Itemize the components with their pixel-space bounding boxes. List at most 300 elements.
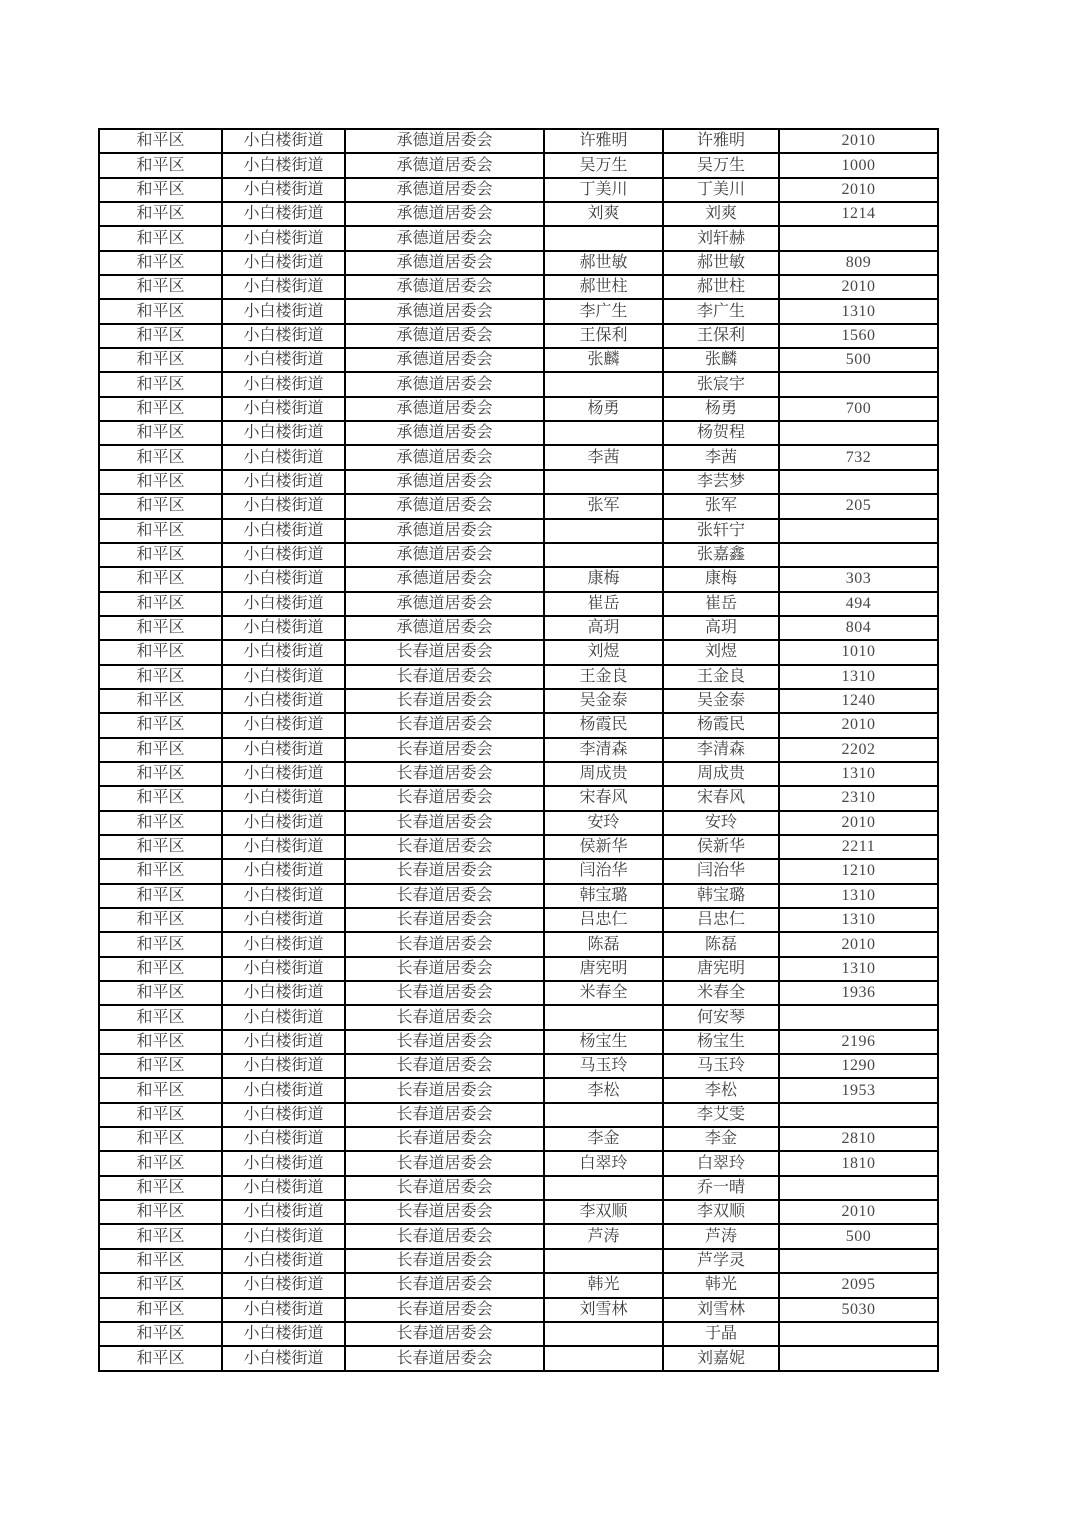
cell-district: 和平区 <box>99 494 222 518</box>
cell-district: 和平区 <box>99 1249 222 1273</box>
cell-street: 小白楼街道 <box>222 1078 345 1102</box>
cell-street: 小白楼街道 <box>222 1249 345 1273</box>
table-row <box>99 129 938 153</box>
cell-committee: 长春道居委会 <box>345 1322 544 1346</box>
cell-name-primary <box>544 543 663 567</box>
table-row <box>99 713 938 737</box>
table-row <box>99 324 938 348</box>
cell-amount: 2010 <box>779 178 938 202</box>
table-row <box>99 957 938 981</box>
cell-district: 和平区 <box>99 519 222 543</box>
table-row <box>99 640 938 664</box>
cell-committee: 长春道居委会 <box>345 738 544 762</box>
cell-street: 小白楼街道 <box>222 519 345 543</box>
cell-street: 小白楼街道 <box>222 665 345 689</box>
cell-name-primary <box>544 1005 663 1029</box>
cell-name-secondary: 宋春风 <box>663 786 779 810</box>
table-row <box>99 372 938 396</box>
cell-name-primary: 李双顺 <box>544 1200 663 1224</box>
cell-name-primary: 唐宪明 <box>544 957 663 981</box>
table-row <box>99 592 938 616</box>
table-row <box>99 519 938 543</box>
cell-committee: 承德道居委会 <box>345 324 544 348</box>
cell-name-secondary: 吴万生 <box>663 153 779 177</box>
table-row <box>99 470 938 494</box>
cell-street: 小白楼街道 <box>222 445 345 469</box>
cell-name-primary: 周成贵 <box>544 762 663 786</box>
cell-district: 和平区 <box>99 811 222 835</box>
cell-name-primary: 陈磊 <box>544 932 663 956</box>
cell-amount <box>779 226 938 250</box>
cell-amount: 1010 <box>779 640 938 664</box>
cell-name-primary: 王保利 <box>544 324 663 348</box>
table-row <box>99 543 938 567</box>
cell-name-secondary: 吴金泰 <box>663 689 779 713</box>
cell-amount: 732 <box>779 445 938 469</box>
cell-name-primary: 刘爽 <box>544 202 663 226</box>
table-row <box>99 567 938 591</box>
cell-name-primary: 刘煜 <box>544 640 663 664</box>
cell-name-secondary: 陈磊 <box>663 932 779 956</box>
cell-amount <box>779 519 938 543</box>
cell-committee: 长春道居委会 <box>345 1127 544 1151</box>
cell-street: 小白楼街道 <box>222 640 345 664</box>
cell-name-primary <box>544 1176 663 1200</box>
cell-street: 小白楼街道 <box>222 543 345 567</box>
cell-street: 小白楼街道 <box>222 738 345 762</box>
cell-street: 小白楼街道 <box>222 397 345 421</box>
cell-district: 和平区 <box>99 202 222 226</box>
cell-name-secondary: 杨宝生 <box>663 1030 779 1054</box>
cell-name-primary: 吴万生 <box>544 153 663 177</box>
cell-street: 小白楼街道 <box>222 324 345 348</box>
cell-name-secondary: 李双顺 <box>663 1200 779 1224</box>
cell-amount: 2010 <box>779 713 938 737</box>
table-row <box>99 932 938 956</box>
cell-name-primary: 崔岳 <box>544 592 663 616</box>
cell-name-primary: 米春全 <box>544 981 663 1005</box>
cell-amount: 1310 <box>779 957 938 981</box>
cell-name-secondary: 何安琴 <box>663 1005 779 1029</box>
cell-street: 小白楼街道 <box>222 689 345 713</box>
cell-amount: 500 <box>779 1224 938 1248</box>
table-row <box>99 251 938 275</box>
table-row <box>99 1273 938 1297</box>
cell-district: 和平区 <box>99 470 222 494</box>
cell-amount: 5030 <box>779 1298 938 1322</box>
cell-name-primary: 李松 <box>544 1078 663 1102</box>
cell-street: 小白楼街道 <box>222 421 345 445</box>
cell-street: 小白楼街道 <box>222 1176 345 1200</box>
cell-committee: 长春道居委会 <box>345 1346 544 1371</box>
cell-committee: 长春道居委会 <box>345 762 544 786</box>
cell-amount: 1210 <box>779 859 938 883</box>
cell-name-secondary: 吕忠仁 <box>663 908 779 932</box>
cell-district: 和平区 <box>99 226 222 250</box>
cell-amount <box>779 1322 938 1346</box>
cell-amount: 494 <box>779 592 938 616</box>
cell-street: 小白楼街道 <box>222 616 345 640</box>
roster-table <box>98 128 939 1372</box>
cell-street: 小白楼街道 <box>222 981 345 1005</box>
cell-name-secondary: 韩光 <box>663 1273 779 1297</box>
cell-district: 和平区 <box>99 713 222 737</box>
cell-district: 和平区 <box>99 397 222 421</box>
cell-amount: 804 <box>779 616 938 640</box>
cell-street: 小白楼街道 <box>222 153 345 177</box>
cell-committee: 长春道居委会 <box>345 1151 544 1175</box>
table-row <box>99 275 938 299</box>
cell-name-primary: 郝世敏 <box>544 251 663 275</box>
cell-committee: 长春道居委会 <box>345 640 544 664</box>
cell-name-primary: 张麟 <box>544 348 663 372</box>
table-row <box>99 1298 938 1322</box>
cell-street: 小白楼街道 <box>222 299 345 323</box>
cell-district: 和平区 <box>99 1030 222 1054</box>
cell-committee: 承德道居委会 <box>345 543 544 567</box>
cell-committee: 长春道居委会 <box>345 1078 544 1102</box>
cell-name-secondary: 王保利 <box>663 324 779 348</box>
cell-amount <box>779 1176 938 1200</box>
cell-street: 小白楼街道 <box>222 1151 345 1175</box>
cell-district: 和平区 <box>99 421 222 445</box>
cell-name-primary: 吕忠仁 <box>544 908 663 932</box>
cell-district: 和平区 <box>99 762 222 786</box>
cell-committee: 长春道居委会 <box>345 1054 544 1078</box>
cell-amount <box>779 372 938 396</box>
roster-table-container <box>98 128 937 1372</box>
cell-street: 小白楼街道 <box>222 1054 345 1078</box>
table-row <box>99 811 938 835</box>
cell-committee: 承德道居委会 <box>345 567 544 591</box>
cell-committee: 承德道居委会 <box>345 226 544 250</box>
cell-amount: 2010 <box>779 932 938 956</box>
cell-amount: 1240 <box>779 689 938 713</box>
cell-name-primary: 韩光 <box>544 1273 663 1297</box>
table-row <box>99 1346 938 1371</box>
cell-name-primary: 杨霞民 <box>544 713 663 737</box>
table-row <box>99 981 938 1005</box>
cell-name-secondary: 刘嘉妮 <box>663 1346 779 1371</box>
cell-amount: 1936 <box>779 981 938 1005</box>
cell-district: 和平区 <box>99 1346 222 1371</box>
cell-district: 和平区 <box>99 251 222 275</box>
cell-amount <box>779 543 938 567</box>
cell-district: 和平区 <box>99 178 222 202</box>
cell-committee: 长春道居委会 <box>345 665 544 689</box>
cell-district: 和平区 <box>99 275 222 299</box>
cell-committee: 长春道居委会 <box>345 1176 544 1200</box>
cell-district: 和平区 <box>99 1176 222 1200</box>
cell-street: 小白楼街道 <box>222 202 345 226</box>
cell-district: 和平区 <box>99 665 222 689</box>
table-row <box>99 299 938 323</box>
table-row <box>99 494 938 518</box>
cell-committee: 长春道居委会 <box>345 1224 544 1248</box>
cell-committee: 长春道居委会 <box>345 1030 544 1054</box>
table-row <box>99 908 938 932</box>
table-row <box>99 1151 938 1175</box>
table-row <box>99 616 938 640</box>
cell-street: 小白楼街道 <box>222 1127 345 1151</box>
cell-amount: 303 <box>779 567 938 591</box>
cell-name-primary: 高玥 <box>544 616 663 640</box>
cell-name-secondary: 乔一晴 <box>663 1176 779 1200</box>
cell-name-secondary: 闫治华 <box>663 859 779 883</box>
cell-amount: 2010 <box>779 1200 938 1224</box>
cell-committee: 长春道居委会 <box>345 932 544 956</box>
cell-name-secondary: 刘轩赫 <box>663 226 779 250</box>
cell-name-secondary: 刘雪林 <box>663 1298 779 1322</box>
cell-committee: 承德道居委会 <box>345 519 544 543</box>
cell-name-secondary: 刘爽 <box>663 202 779 226</box>
cell-name-primary: 吴金泰 <box>544 689 663 713</box>
cell-district: 和平区 <box>99 957 222 981</box>
cell-name-secondary: 安玲 <box>663 811 779 835</box>
cell-amount: 1000 <box>779 153 938 177</box>
cell-name-primary: 李茜 <box>544 445 663 469</box>
cell-street: 小白楼街道 <box>222 786 345 810</box>
table-row <box>99 1224 938 1248</box>
cell-district: 和平区 <box>99 1224 222 1248</box>
cell-street: 小白楼街道 <box>222 275 345 299</box>
cell-name-secondary: 张轩宁 <box>663 519 779 543</box>
cell-name-secondary: 郝世敏 <box>663 251 779 275</box>
cell-district: 和平区 <box>99 884 222 908</box>
cell-name-secondary: 许雅明 <box>663 129 779 153</box>
cell-district: 和平区 <box>99 1273 222 1297</box>
cell-name-secondary: 康梅 <box>663 567 779 591</box>
cell-name-primary: 康梅 <box>544 567 663 591</box>
cell-amount: 2211 <box>779 835 938 859</box>
cell-street: 小白楼街道 <box>222 178 345 202</box>
cell-street: 小白楼街道 <box>222 1200 345 1224</box>
cell-amount: 205 <box>779 494 938 518</box>
cell-district: 和平区 <box>99 738 222 762</box>
cell-name-secondary: 芦涛 <box>663 1224 779 1248</box>
cell-street: 小白楼街道 <box>222 129 345 153</box>
cell-amount: 1310 <box>779 665 938 689</box>
table-row <box>99 884 938 908</box>
cell-amount <box>779 1346 938 1371</box>
cell-name-primary: 张军 <box>544 494 663 518</box>
cell-committee: 承德道居委会 <box>345 616 544 640</box>
cell-amount: 809 <box>779 251 938 275</box>
cell-amount <box>779 1249 938 1273</box>
cell-committee: 承德道居委会 <box>345 299 544 323</box>
table-row <box>99 226 938 250</box>
cell-district: 和平区 <box>99 445 222 469</box>
cell-street: 小白楼街道 <box>222 348 345 372</box>
cell-name-secondary: 张宸宇 <box>663 372 779 396</box>
cell-amount <box>779 421 938 445</box>
cell-street: 小白楼街道 <box>222 1005 345 1029</box>
cell-street: 小白楼街道 <box>222 1224 345 1248</box>
cell-street: 小白楼街道 <box>222 226 345 250</box>
cell-amount: 1214 <box>779 202 938 226</box>
cell-amount: 500 <box>779 348 938 372</box>
cell-name-primary <box>544 470 663 494</box>
cell-district: 和平区 <box>99 1298 222 1322</box>
table-row <box>99 1322 938 1346</box>
cell-name-primary: 杨宝生 <box>544 1030 663 1054</box>
table-row <box>99 348 938 372</box>
cell-name-secondary: 李芸梦 <box>663 470 779 494</box>
cell-amount: 1560 <box>779 324 938 348</box>
cell-amount: 700 <box>779 397 938 421</box>
cell-name-primary: 丁美川 <box>544 178 663 202</box>
cell-name-secondary: 张军 <box>663 494 779 518</box>
cell-name-secondary: 杨贺程 <box>663 421 779 445</box>
cell-committee: 承德道居委会 <box>345 178 544 202</box>
cell-name-primary: 杨勇 <box>544 397 663 421</box>
cell-street: 小白楼街道 <box>222 811 345 835</box>
table-row <box>99 1030 938 1054</box>
cell-committee: 长春道居委会 <box>345 835 544 859</box>
cell-name-primary: 侯新华 <box>544 835 663 859</box>
cell-amount: 1290 <box>779 1054 938 1078</box>
table-row <box>99 689 938 713</box>
cell-committee: 承德道居委会 <box>345 251 544 275</box>
cell-street: 小白楼街道 <box>222 908 345 932</box>
cell-amount: 2202 <box>779 738 938 762</box>
cell-name-secondary: 米春全 <box>663 981 779 1005</box>
cell-district: 和平区 <box>99 567 222 591</box>
cell-district: 和平区 <box>99 1054 222 1078</box>
cell-name-secondary: 郝世柱 <box>663 275 779 299</box>
cell-name-secondary: 李广生 <box>663 299 779 323</box>
cell-committee: 承德道居委会 <box>345 348 544 372</box>
cell-amount: 2810 <box>779 1127 938 1151</box>
cell-district: 和平区 <box>99 1151 222 1175</box>
cell-name-secondary: 芦学灵 <box>663 1249 779 1273</box>
cell-name-secondary: 杨勇 <box>663 397 779 421</box>
cell-committee: 承德道居委会 <box>345 397 544 421</box>
cell-name-primary: 李金 <box>544 1127 663 1151</box>
cell-committee: 长春道居委会 <box>345 1273 544 1297</box>
cell-name-primary: 安玲 <box>544 811 663 835</box>
cell-name-secondary: 周成贵 <box>663 762 779 786</box>
cell-district: 和平区 <box>99 324 222 348</box>
cell-district: 和平区 <box>99 859 222 883</box>
cell-name-secondary: 刘煜 <box>663 640 779 664</box>
cell-committee: 长春道居委会 <box>345 1200 544 1224</box>
cell-name-secondary: 李艾雯 <box>663 1103 779 1127</box>
cell-name-secondary: 侯新华 <box>663 835 779 859</box>
cell-amount: 1310 <box>779 762 938 786</box>
table-row <box>99 178 938 202</box>
cell-name-secondary: 崔岳 <box>663 592 779 616</box>
table-row <box>99 1176 938 1200</box>
cell-committee: 长春道居委会 <box>345 1298 544 1322</box>
cell-district: 和平区 <box>99 908 222 932</box>
cell-district: 和平区 <box>99 689 222 713</box>
cell-name-primary: 许雅明 <box>544 129 663 153</box>
cell-name-secondary: 白翠玲 <box>663 1151 779 1175</box>
table-row <box>99 1200 938 1224</box>
cell-name-primary: 王金良 <box>544 665 663 689</box>
cell-amount: 2010 <box>779 129 938 153</box>
cell-name-primary: 马玉玲 <box>544 1054 663 1078</box>
cell-district: 和平区 <box>99 616 222 640</box>
cell-district: 和平区 <box>99 786 222 810</box>
cell-street: 小白楼街道 <box>222 1030 345 1054</box>
cell-street: 小白楼街道 <box>222 251 345 275</box>
cell-name-primary <box>544 519 663 543</box>
cell-name-secondary: 张麟 <box>663 348 779 372</box>
cell-committee: 长春道居委会 <box>345 859 544 883</box>
cell-district: 和平区 <box>99 1078 222 1102</box>
cell-name-secondary: 马玉玲 <box>663 1054 779 1078</box>
cell-name-primary: 李广生 <box>544 299 663 323</box>
table-row <box>99 1078 938 1102</box>
cell-name-secondary: 李清森 <box>663 738 779 762</box>
table-row <box>99 786 938 810</box>
table-row <box>99 738 938 762</box>
table-row <box>99 153 938 177</box>
cell-amount: 1310 <box>779 908 938 932</box>
cell-district: 和平区 <box>99 592 222 616</box>
cell-amount <box>779 1103 938 1127</box>
cell-district: 和平区 <box>99 835 222 859</box>
cell-committee: 承德道居委会 <box>345 275 544 299</box>
cell-name-secondary: 李松 <box>663 1078 779 1102</box>
table-row <box>99 421 938 445</box>
cell-committee: 长春道居委会 <box>345 981 544 1005</box>
cell-amount: 2095 <box>779 1273 938 1297</box>
table-row <box>99 202 938 226</box>
cell-district: 和平区 <box>99 1200 222 1224</box>
cell-committee: 承德道居委会 <box>345 494 544 518</box>
cell-amount: 2196 <box>779 1030 938 1054</box>
cell-street: 小白楼街道 <box>222 1103 345 1127</box>
cell-committee: 长春道居委会 <box>345 957 544 981</box>
cell-committee: 承德道居委会 <box>345 153 544 177</box>
cell-street: 小白楼街道 <box>222 835 345 859</box>
table-row <box>99 665 938 689</box>
cell-district: 和平区 <box>99 932 222 956</box>
cell-district: 和平区 <box>99 1127 222 1151</box>
cell-street: 小白楼街道 <box>222 884 345 908</box>
cell-name-primary <box>544 1103 663 1127</box>
table-row <box>99 1054 938 1078</box>
cell-street: 小白楼街道 <box>222 932 345 956</box>
cell-amount: 1953 <box>779 1078 938 1102</box>
cell-name-primary <box>544 372 663 396</box>
cell-street: 小白楼街道 <box>222 1273 345 1297</box>
cell-committee: 长春道居委会 <box>345 1005 544 1029</box>
cell-district: 和平区 <box>99 981 222 1005</box>
cell-name-primary <box>544 1322 663 1346</box>
cell-name-primary <box>544 1346 663 1371</box>
cell-name-primary: 刘雪林 <box>544 1298 663 1322</box>
cell-district: 和平区 <box>99 1322 222 1346</box>
cell-committee: 承德道居委会 <box>345 470 544 494</box>
cell-district: 和平区 <box>99 372 222 396</box>
cell-committee: 承德道居委会 <box>345 421 544 445</box>
cell-name-primary: 芦涛 <box>544 1224 663 1248</box>
table-row <box>99 762 938 786</box>
cell-amount: 2310 <box>779 786 938 810</box>
cell-name-secondary: 李茜 <box>663 445 779 469</box>
cell-committee: 承德道居委会 <box>345 445 544 469</box>
cell-committee: 承德道居委会 <box>345 372 544 396</box>
cell-district: 和平区 <box>99 1005 222 1029</box>
cell-name-primary: 宋春风 <box>544 786 663 810</box>
cell-committee: 长春道居委会 <box>345 713 544 737</box>
cell-name-primary: 郝世柱 <box>544 275 663 299</box>
cell-name-secondary: 王金良 <box>663 665 779 689</box>
